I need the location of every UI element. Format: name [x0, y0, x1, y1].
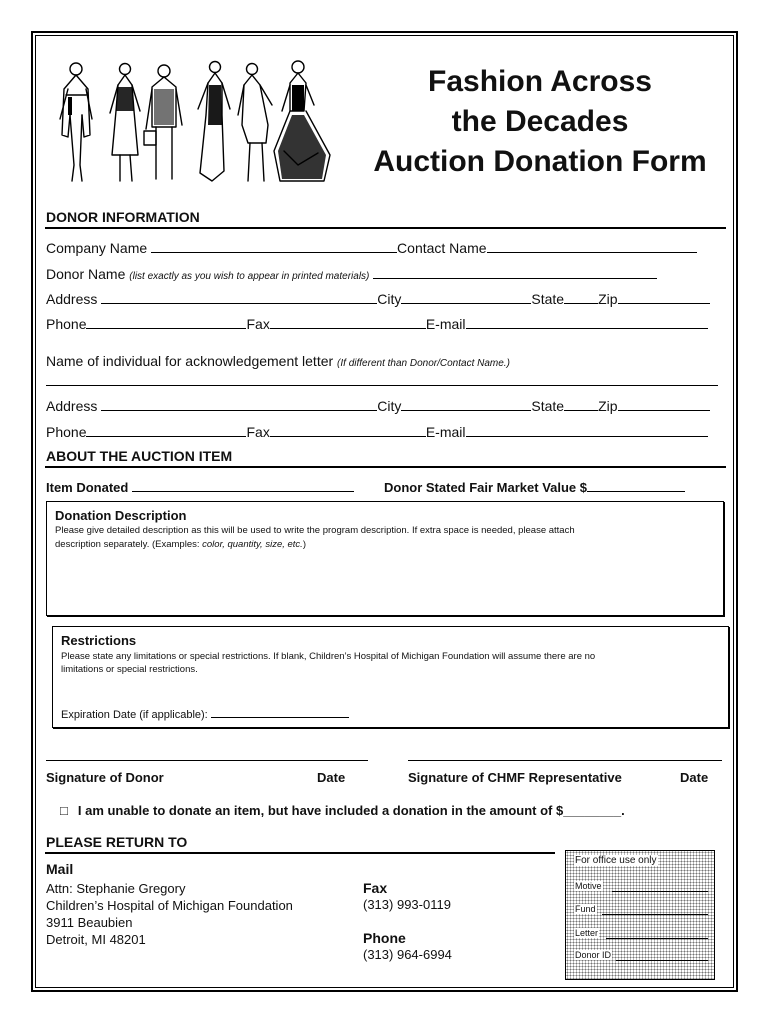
donor-info-rule: [45, 227, 726, 229]
email-label-2: E-mail: [425, 424, 466, 440]
fax-number: (313) 993-0119: [363, 897, 451, 912]
fax-heading: Fax: [363, 880, 388, 896]
mail-address: [46, 880, 293, 948]
phone-field-1[interactable]: [86, 315, 246, 329]
state-field-2[interactable]: [564, 397, 598, 411]
donor-date-label: Date: [317, 770, 346, 785]
donor-name-label: Donor Name: [46, 266, 126, 282]
address-label-1: Address: [46, 291, 98, 307]
unable-checkbox[interactable]: □: [60, 803, 68, 818]
email-field-2[interactable]: [466, 423, 708, 437]
office-motive-label: Motive: [575, 881, 602, 891]
mail-street: 3911 Beaubien: [46, 915, 133, 930]
title-line-2: the Decades: [451, 105, 629, 138]
form-title: [355, 62, 725, 182]
fair-value-label: Donor Stated Fair Market Value $: [384, 480, 588, 495]
donor-name-field[interactable]: [373, 265, 657, 279]
phone-number: (313) 964-6994: [363, 947, 452, 962]
contact-name-field[interactable]: [487, 239, 697, 253]
state-label-1: State: [531, 291, 565, 307]
address-label-2: Address: [46, 398, 98, 414]
fair-value-row: [384, 478, 685, 495]
mail-city: Detroit, MI 48201: [46, 932, 146, 947]
auction-item-heading: ABOUT THE AUCTION ITEM: [46, 448, 233, 464]
city-field-1[interactable]: [401, 290, 531, 304]
expiration-label: Expiration Date (if applicable):: [61, 709, 208, 721]
fax-field-1[interactable]: [270, 315, 426, 329]
donor-name-row: [46, 265, 657, 282]
office-letter-label: Letter: [575, 928, 599, 938]
phone-heading: Phone: [363, 930, 406, 946]
item-donated-label: Item Donated: [46, 480, 129, 495]
expiration-field[interactable]: [211, 707, 349, 718]
office-letter-field[interactable]: [606, 938, 708, 939]
ack-name-field[interactable]: [46, 372, 718, 386]
phone-row-1: [46, 315, 708, 332]
fax-field-2[interactable]: [270, 423, 426, 437]
donor-signature-line[interactable]: [46, 760, 368, 761]
title-line-1: Fashion Across: [428, 65, 652, 98]
phone-label-2: Phone: [46, 424, 87, 440]
mail-heading: Mail: [46, 861, 74, 877]
restrictions-title: Restrictions: [61, 633, 137, 648]
email-field-1[interactable]: [466, 315, 708, 329]
office-fund-field[interactable]: [602, 914, 708, 915]
ack-row: [46, 353, 510, 369]
office-fund-label: Fund: [575, 904, 596, 914]
office-donor-id-label: Donor ID: [575, 950, 612, 960]
city-label-2: City: [377, 398, 402, 414]
fax-label-2: Fax: [246, 424, 270, 440]
return-heading: PLEASE RETURN TO: [46, 834, 188, 850]
mail-attn: Attn: Stephanie Gregory: [46, 881, 186, 896]
office-use-box: [565, 850, 715, 980]
description-title: Donation Description: [55, 508, 187, 523]
rep-date-label: Date: [680, 770, 709, 785]
zip-field-2[interactable]: [618, 397, 710, 411]
description-text-2: description separately. (Examples: color, quantity, size, etc.): [55, 539, 306, 550]
expiration-row: [61, 707, 349, 721]
zip-field-1[interactable]: [618, 290, 710, 304]
contact-name-label: Contact Name: [397, 240, 487, 256]
unable-row: [60, 803, 625, 818]
city-label-1: City: [377, 291, 402, 307]
office-donor-id-field[interactable]: [616, 960, 708, 961]
return-rule: [45, 852, 555, 854]
unable-text: I am unable to donate an item, but have included a donation in the amount of $________.: [77, 803, 625, 818]
item-donated-row: [46, 478, 354, 495]
office-title: For office use only: [575, 855, 657, 866]
auction-item-rule: [45, 466, 726, 468]
restrictions-text-1: Please state any limitations or special restrictions. If blank, Children’s Hospital of Michigan Foundation will assume there are no: [61, 651, 596, 662]
donor-info-heading: DONOR INFORMATION: [46, 209, 200, 225]
state-label-2: State: [531, 398, 565, 414]
zip-label-2: Zip: [598, 398, 618, 414]
city-field-2[interactable]: [401, 397, 531, 411]
office-motive-field[interactable]: [612, 891, 708, 892]
address-field-1[interactable]: [101, 290, 377, 304]
description-text-1: Please give detailed description as this will be used to write the program description. If extra space is needed, please attach: [55, 525, 575, 536]
fashion-figures-illustration: [52, 55, 342, 190]
item-donated-field[interactable]: [132, 478, 354, 492]
phone-row-2: [46, 423, 708, 440]
state-field-1[interactable]: [564, 290, 598, 304]
company-contact-row: [46, 239, 697, 256]
address-row-1: [46, 290, 710, 307]
zip-label-1: Zip: [598, 291, 618, 307]
address-row-2: [46, 397, 710, 414]
donor-signature-label: Signature of Donor: [46, 770, 164, 785]
mail-org: Children’s Hospital of Michigan Foundation: [46, 898, 293, 913]
rep-signature-line[interactable]: [408, 760, 722, 761]
rep-signature-label: Signature of CHMF Representative: [408, 770, 622, 785]
title-line-3: Auction Donation Form: [373, 145, 707, 178]
restrictions-text-2: limitations or special restrictions.: [61, 664, 198, 675]
ack-label: Name of individual for acknowledgement letter: [46, 353, 334, 369]
phone-field-2[interactable]: [86, 423, 246, 437]
company-name-label: Company Name: [46, 240, 148, 256]
email-label-1: E-mail: [425, 316, 466, 332]
fair-value-field[interactable]: [587, 478, 685, 492]
address-field-2[interactable]: [101, 397, 377, 411]
donor-name-note: (list exactly as you wish to appear in printed materials): [129, 271, 370, 282]
ack-note: (If different than Donor/Contact Name.): [337, 358, 510, 369]
fax-label-1: Fax: [246, 316, 270, 332]
phone-label-1: Phone: [46, 316, 87, 332]
company-name-field[interactable]: [151, 239, 397, 253]
